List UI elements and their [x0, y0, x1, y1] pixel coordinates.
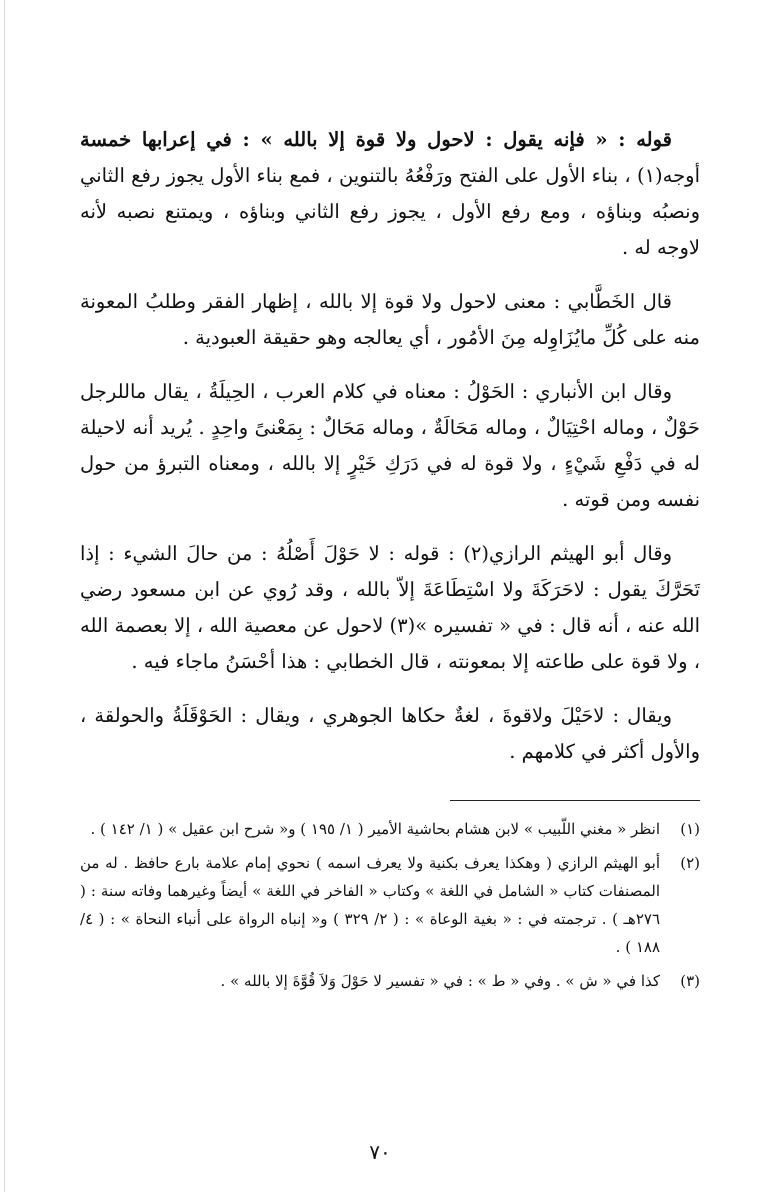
footnote-text: انظر « مغني اللّبيب » لابن هشام بحاشية الأمير ( ١/ ١٩٥ ) و« شرح ابن عقيل » ( ١/ ١٤٢ ) . — [90, 820, 660, 838]
paragraph-text: أوجه(١) ، بناء الأول على الفتح ورَفْعُهُ بالتنوين ، فمع بناء الأول يجوز رفع الثاني ونصبُه وبناؤه ، ومع رفع الأول ، يجوز رفع الثاني وبناؤه ، ويمتنع نصبه لأنه لاوجه له . — [80, 164, 700, 259]
paragraph-5: ويقال : لاحَيْلَ ولاقوةَ ، لغةٌ حكاها الجوهري ، ويقال : الحَوْقَلَةُ والحولقة ، والأول أكثر في كلامهم . — [80, 704, 700, 763]
paragraph-lead: قوله : « فإنه يقول : لاحول ولا قوة إلا بالله » : في إعرابها خمسة — [80, 128, 672, 151]
page-number: ٧٠ — [369, 1140, 391, 1164]
footnote — [80, 967, 700, 995]
paragraph-3: وقال ابن الأنباري : الحَوْلُ : معناه في كلام العرب ، الحِيلَةُ ، يقال ماللرجل حَوْلٌ ، وماله احْتِيَالٌ ، وماله مَحَالَةٌ ، وماله مَحَالٌ : بِمَعْنىً واحِدٍ . يُريد أنه لاحيلة له في دَفْعِ شَيْءٍ ، ولا قوة له في دَرَكِ خَيْرٍ إلا بالله ، ومعناه التبرؤ من حول نفسه ومن قوته . — [80, 380, 700, 511]
paragraph-4: وقال أبو الهيثم الرازي(٢) : قوله : لا حَوْلَ أَصْلُهُ : من حالَ الشيء : إذا تَحَرَّكَ يقول : لاحَرَكَةَ ولا اسْتِطَاعَةَ إلاّ بالله ، وقد رُوي عن ابن مسعود رضي الله عنه ، أنه قال : في « تفسيره »(٣) لاحول عن معصية الله ، إلا بعصمة الله ، ولا قوة على طاعته إلا بمعونته ، قال الخطابي : هذا أحْسَنُ ماجاء فيه . — [80, 542, 700, 673]
paragraph-2: قال الخَطَّابي : معنى لاحول ولا قوة إلا بالله ، إظهار الفقر وطلبُ المعونة منه على كُلِّ مايُزَاوِله مِنَ الأمُور ، أي يعالجه وهو حقيقة العبودية . — [80, 290, 700, 349]
footnote — [80, 849, 700, 961]
main-text — [80, 122, 700, 788]
footnote-text: كذا في « ش » . وفي « ط » : في « تفسير لا حَوْلَ وَلاَ قُوَّةَ إلا بالله » . — [220, 972, 660, 990]
footnote-text: أبو الهيثم الرازي ( وهكذا يعرف بكنية ولا يعرف اسمه ) نحوي إمام علامة بارع حافظ . له من المصنفات كتاب « الشامل في اللغة » وكتاب « الفاخر في اللغة » أيضاً وغيرهما وفاته سنة : ( ٢٧٦هـ ) . ترجمته في : « بغية الوعاة » : ( ٢/ ٣٢٩ ) و« إنباه الرواة على أنباء النحاة » : ( ٤/ ١٨٨ ) . — [80, 854, 660, 956]
footnote-divider — [450, 800, 700, 801]
footnote-number: (٢) — [680, 854, 700, 872]
footnotes — [80, 815, 700, 1001]
footnote-number: (١) — [680, 820, 700, 838]
footnote-number: (٣) — [680, 972, 700, 990]
paragraph-1 — [80, 122, 700, 266]
scan-edge-line — [4, 0, 5, 1192]
footnote — [80, 815, 700, 843]
